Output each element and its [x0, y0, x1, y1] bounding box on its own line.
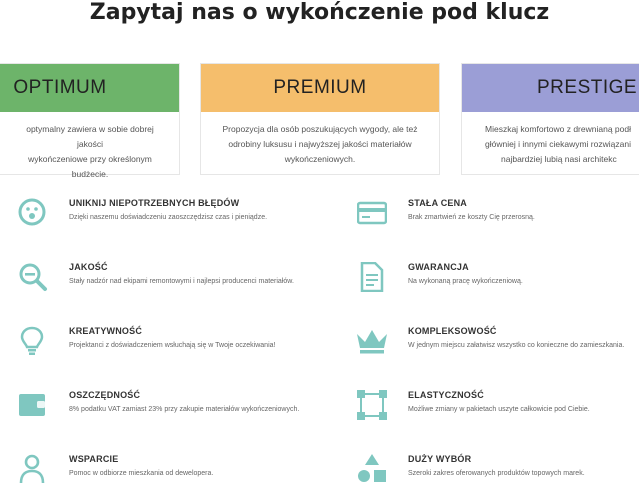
surprised-face-icon [18, 198, 48, 228]
feature-title: WSPARCIE [69, 454, 119, 464]
plan-desc-line: główniej i innymi ciekawymi rozwiązani [485, 139, 631, 149]
plan-card-optimum[interactable] [0, 63, 180, 179]
feature-title: JAKOŚĆ [69, 262, 108, 272]
plan-desc-line: wykończeniowe przy określonym budżecie. [28, 154, 152, 179]
feature-description: Pomoc w odbiorze mieszkania od dewelopera. [69, 470, 214, 477]
feature-description: Możliwe zmiany w pakietach uszyte całkowicie pod Ciebie. [408, 406, 590, 413]
feature-item [357, 454, 639, 494]
feature-description: Stały nadzór nad ekipami remontowymi i najlepsi producenci materiałów. [69, 278, 294, 285]
plan-header: OPTIMUM [0, 64, 179, 112]
wallet-icon [18, 390, 48, 420]
plan-desc-line: Propozycja dla osób poszukujących wygody, ale też [222, 124, 418, 134]
feature-title: KOMPLEKSOWOŚĆ [408, 326, 497, 336]
plan-card-premium[interactable] [200, 63, 440, 175]
magnifier-icon [18, 262, 48, 292]
plan-description [462, 112, 639, 167]
feature-title: STAŁA CENA [408, 198, 467, 208]
feature-description: Szeroki zakres oferowanych produktów topowych marek. [408, 470, 585, 477]
plan-header [462, 64, 639, 112]
plan-card-prestige[interactable] [461, 63, 639, 175]
plan-desc-line: Mieszkaj komfortowo z drewnianą podł [485, 124, 631, 134]
page-title: Zapytaj nas o wykończenie pod klucz [89, 0, 550, 25]
feature-title: ELASTYCZNOŚĆ [408, 390, 484, 400]
document-icon [357, 262, 387, 292]
feature-item [18, 390, 318, 430]
feature-item [18, 198, 318, 238]
feature-description: Brak zmartwień ze koszty Cię przerosną. [408, 214, 535, 221]
plan-description [0, 112, 179, 182]
feature-title: DUŻY WYBÓR [408, 454, 472, 464]
feature-item [357, 262, 639, 302]
plan-desc-line: wykończeniowych. [284, 154, 356, 164]
lightbulb-icon [18, 326, 48, 356]
feature-item [357, 390, 639, 430]
feature-item [357, 198, 639, 238]
plan-description [201, 112, 439, 167]
plan-name: PRESTIGE [537, 77, 638, 98]
crown-icon [355, 326, 389, 356]
vector-shape-icon [357, 390, 387, 420]
credit-card-icon [357, 198, 387, 228]
feature-title: KREATYWNOŚĆ [69, 326, 143, 336]
feature-title: OSZCZĘDNOŚĆ [69, 390, 141, 400]
feature-item [355, 326, 639, 366]
plan-desc-line: odrobiny luksusu i najwyższej jakości materiałów [228, 139, 412, 149]
plan-header: PREMIUM [201, 64, 439, 112]
plan-desc-line: najbardziej lubią nasi architekc [501, 154, 617, 164]
feature-description: Projektanci z doświadczeniem wsłuchają się w Twoje oczekiwania! [69, 342, 276, 349]
feature-item [18, 326, 318, 366]
feature-title: UNIKNIJ NIEPOTRZEBNYCH BŁĘDÓW [69, 198, 240, 208]
feature-description: 8% podatku VAT zamiast 23% przy zakupie materiałów wykończeniowych. [69, 406, 300, 413]
feature-item [18, 262, 318, 302]
feature-description: Dzięki naszemu doświadczeniu zaoszczędzisz czas i pieniądze. [69, 214, 268, 221]
feature-description: Na wykonaną pracę wykończeniową. [408, 278, 523, 285]
plan-desc-line: optymalny zawiera w sobie dobrej jakości [26, 124, 154, 149]
feature-description: W jednym miejscu załatwisz wszystko co konieczne do zamieszkania. [408, 342, 625, 349]
feature-title: GWARANCJA [408, 262, 469, 272]
feature-item [18, 454, 318, 494]
